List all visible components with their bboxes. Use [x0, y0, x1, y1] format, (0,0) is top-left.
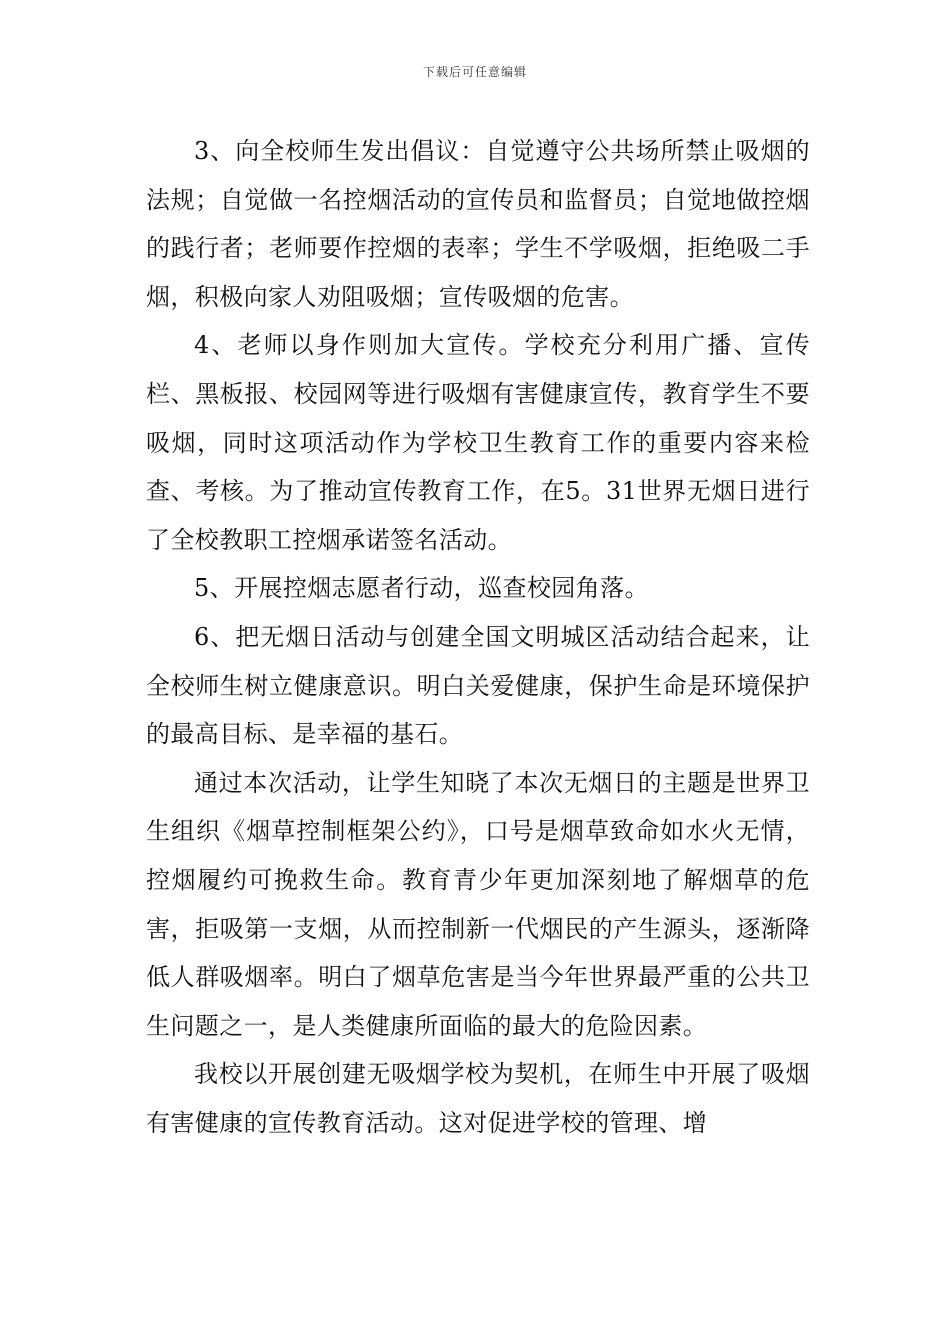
paragraph-summary: 通过本次活动，让学生知晓了本次无烟日的主题是世界卫生组织《烟草控制框架公约》，口号是烟草致命如水火无情，控烟履约可挽救生命。教育青少年更加深刻地了解烟草的危害，拒吸第一支烟，从而控制新一代烟民的产生源头，逐渐降低人群吸烟率。明白了烟草危害是当今年世界最严重的公共卫生问题之一，是人类健康所面临的最大的危险因素。 [146, 768, 810, 1040]
paragraph-item-4: 4、老师以身作则加大宣传。学校充分利用广播、宣传栏、黑板报、校园网等进行吸烟有害健康宣传，教育学生不要吸烟，同时这项活动作为学校卫生教育工作的重要内容来检查、考核。为了推动宣传教育工作，在5。31世界无烟日进行了全校教职工控烟承诺签名活动。 [146, 331, 810, 554]
paragraph-item-5: 5、开展控烟志愿者行动，巡查校园角落。 [194, 574, 649, 603]
paragraph-school-initiative: 我校以开展创建无吸烟学校为契机，在师生中开展了吸烟有害健康的宣传教育活动。这对促进学校的管理、增 [146, 1060, 810, 1137]
page-header: 下载后可任意编辑 [422, 65, 527, 79]
paragraph-item-3: 3、向全校师生发出倡议：自觉遵守公共场所禁止吸烟的法规；自觉做一名控烟活动的宣传员和监督员；自觉地做控烟的践行者；老师要作控烟的表率；学生不学吸烟，拒绝吸二手烟，积极向家人劝阻吸烟；宣传吸烟的危害。 [146, 137, 810, 311]
document-body [146, 127, 810, 1147]
paragraph-item-6: 6、把无烟日活动与创建全国文明城区活动结合起来，让全校师生树立健康意识。明白关爱健康，保护生命是环境保护的最高目标、是幸福的基石。 [146, 622, 810, 749]
